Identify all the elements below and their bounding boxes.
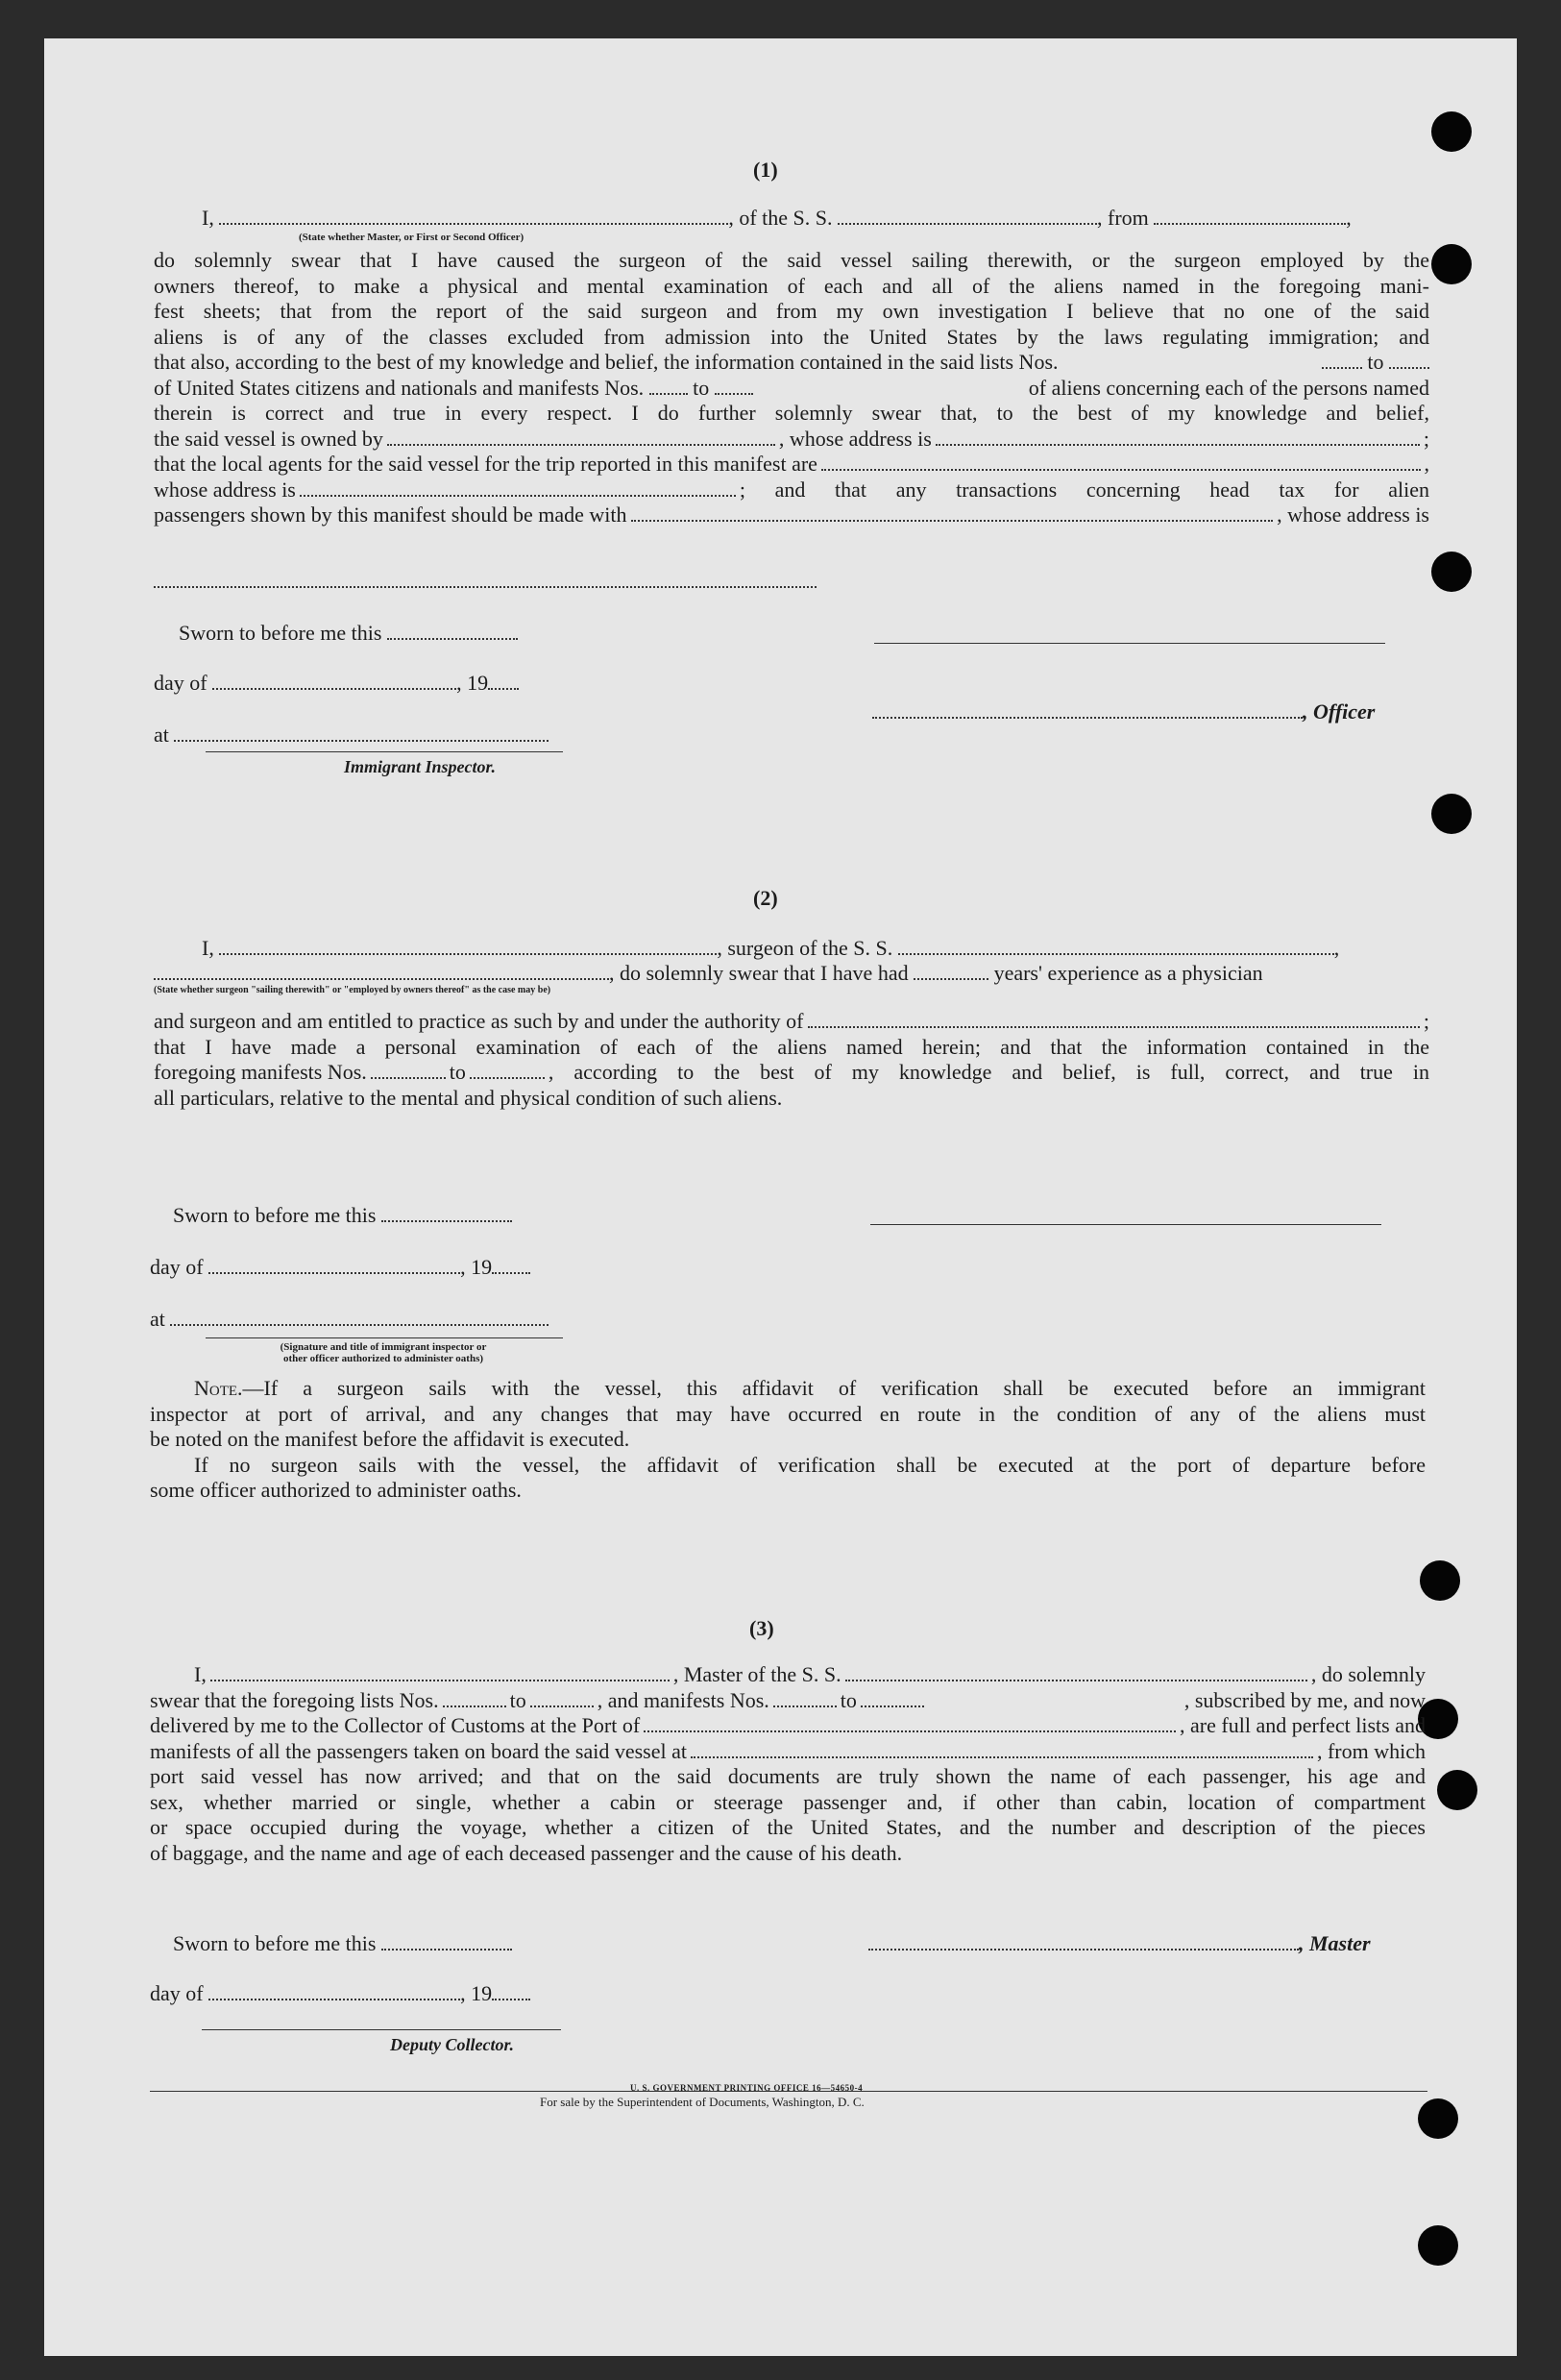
text: , according to the best of my knowledge and belief, is full, correct, and true in	[548, 1060, 1429, 1084]
year-field[interactable]	[492, 1983, 530, 2000]
text: —If a surgeon sails with the vessel, this affidavit of verification shall be executed before an immigrant	[242, 1376, 1426, 1400]
text: that also, according to the best of my knowledge and belief, the information contained in the said lists Nos.	[154, 350, 1059, 374]
text: of United States citizens and nationals and manifests Nos.	[154, 375, 645, 400]
text-line: owners thereof, to make a physical and mental examination of each and all of the aliens named in the foregoing mani-	[154, 273, 1429, 298]
owner-address-field[interactable]	[936, 429, 1420, 446]
authority-field[interactable]	[808, 1011, 1420, 1028]
punch-hole	[1431, 552, 1472, 592]
address-line[interactable]	[154, 586, 817, 588]
text-line	[150, 1739, 1426, 1765]
note-label: Note.	[194, 1376, 243, 1400]
departure-field[interactable]	[691, 1741, 1313, 1758]
text: , do solemnly swear that I have had	[609, 961, 909, 985]
document-page	[44, 38, 1517, 2356]
from-field[interactable]	[1154, 208, 1346, 225]
text: Sworn to before me this	[173, 1203, 377, 1227]
text: that the local agents for the said vessel for the trip reported in this manifest are	[154, 452, 817, 476]
vessel-field[interactable]	[845, 1664, 1307, 1681]
text: day of	[150, 1981, 204, 2005]
text-line: sex, whether married or single, whether a cabin or steerage passenger and, if other than cabin, location of compartment	[150, 1789, 1426, 1814]
sworn-day-field[interactable]	[381, 1933, 512, 1951]
manifest-to-field[interactable]	[470, 1062, 545, 1079]
oath-line	[154, 961, 1263, 986]
text: and surgeon and am entitled to practice as such by and under the authority of	[154, 1009, 804, 1033]
field-caption: (State whether surgeon "sailing therewith" or "employed by owners thereof" as the case may be)	[154, 985, 551, 995]
text-line: fest sheets; that from the report of the said surgeon and from my own investigation I believe that no one of the said	[154, 299, 1429, 323]
text: ,	[1333, 936, 1340, 960]
text: , subscribed by me, and now	[1183, 1687, 1426, 1712]
officer-line	[872, 699, 1375, 724]
note-block	[150, 1376, 1426, 1504]
signature-caption	[215, 1341, 551, 1364]
master-line	[868, 1931, 1371, 1956]
text: , whose address is	[1277, 503, 1429, 527]
place-field[interactable]	[174, 724, 549, 742]
signature-line[interactable]	[206, 751, 563, 752]
text-line: that I have made a personal examination of each of the aliens named herein; and that the information contained in the	[154, 1034, 1429, 1059]
text-line	[154, 376, 1429, 402]
text-line: aliens is of any of the classes excluded from admission into the United States by the laws regulating immigration; and	[154, 324, 1429, 349]
text: swear that the foregoing lists Nos.	[150, 1687, 439, 1712]
text-line	[150, 1376, 1426, 1402]
section1-body	[154, 248, 1429, 528]
name-field[interactable]	[219, 208, 728, 225]
text: , Master of the S. S.	[672, 1662, 841, 1686]
inspector-caption: Immigrant Inspector.	[344, 757, 497, 776]
manifest-to-field[interactable]	[715, 378, 753, 395]
text: years' experience as a physician	[993, 961, 1263, 985]
text: day of	[150, 1255, 204, 1279]
footer-sale: For sale by the Superintendent of Documents, Washington, D. C.	[540, 2095, 865, 2109]
name-field[interactable]	[210, 1664, 670, 1681]
text-line	[154, 478, 1429, 503]
name-field[interactable]	[219, 938, 717, 955]
text-line: inspector at port of arrival, and any changes that may have occurred en route in the condition of any of the aliens must	[150, 1401, 1426, 1426]
year-field[interactable]	[492, 1257, 530, 1274]
sworn-line	[179, 621, 518, 646]
text-line: some officer authorized to administer oaths.	[150, 1478, 522, 1502]
text: passengers shown by this manifest should be made with	[154, 503, 627, 527]
text: to	[693, 375, 710, 400]
punch-hole	[1437, 1770, 1477, 1810]
day-of-line	[150, 1981, 530, 2006]
text: I,	[202, 206, 214, 230]
list-to-field[interactable]	[530, 1690, 594, 1707]
punch-hole	[1418, 2098, 1458, 2139]
year-field[interactable]	[488, 673, 519, 690]
text: ;	[1423, 1009, 1429, 1033]
surgeon-type-field[interactable]	[154, 963, 609, 980]
at-line	[150, 1307, 549, 1332]
punch-hole	[1418, 2225, 1458, 2266]
text: ,	[1424, 452, 1429, 476]
text: , from	[1097, 206, 1149, 230]
section3-body	[150, 1662, 1426, 1866]
text-line: port said vessel has now arrived; and that on the said documents are truly shown the name of each passenger, his age and	[150, 1764, 1426, 1788]
text-line	[154, 350, 1429, 376]
sworn-day-field[interactable]	[381, 1205, 512, 1222]
text: , Officer	[1303, 699, 1376, 724]
text: day of	[154, 671, 207, 695]
agents-field[interactable]	[821, 454, 1421, 471]
owner-field[interactable]	[387, 429, 775, 446]
punch-hole	[1420, 1560, 1460, 1601]
text-line	[150, 1662, 1426, 1688]
head-tax-field[interactable]	[631, 504, 1274, 522]
oath-line	[202, 206, 1352, 231]
text: of aliens concerning each of the persons named	[1028, 375, 1429, 400]
printing-office-mark: U. S. GOVERNMENT PRINTING OFFICE 16—54650-4	[630, 2083, 864, 2093]
text: other officer authorized to administer oaths)	[282, 1353, 484, 1364]
text: , whose address is	[778, 426, 932, 451]
day-of-line	[154, 671, 519, 696]
officer-field[interactable]	[872, 701, 1303, 719]
vessel-field[interactable]	[898, 938, 1334, 955]
text-line	[154, 427, 1429, 453]
text: at	[150, 1307, 165, 1331]
signature-line[interactable]	[202, 2029, 561, 2030]
section-number: (2)	[753, 886, 778, 910]
text-line	[154, 503, 1429, 528]
text: whose address is	[154, 477, 296, 502]
section-number: (3)	[749, 1616, 774, 1640]
text: I,	[202, 936, 214, 960]
agents-address-field[interactable]	[300, 479, 736, 497]
list-from-field[interactable]	[443, 1690, 506, 1707]
text: ;	[1423, 426, 1429, 451]
month-field[interactable]	[208, 1983, 460, 2000]
manifest-from-field[interactable]	[649, 378, 688, 395]
text-line: be noted on the manifest before the affidavit is executed.	[150, 1427, 630, 1451]
text-line	[154, 1060, 1429, 1086]
text: , 19	[460, 1255, 493, 1279]
text-line: therein is correct and true in every respect. I do further solemnly swear that, to the best of my knowledge and belief,	[154, 401, 1429, 425]
text-line: If no surgeon sails with the vessel, the affidavit of verification shall be executed at the port of departure before	[194, 1452, 1426, 1477]
text: the said vessel is owned by	[154, 426, 383, 451]
month-field[interactable]	[208, 1257, 460, 1274]
text: I,	[194, 1662, 207, 1686]
text: , are full and perfect lists and	[1180, 1713, 1426, 1737]
text-line	[154, 452, 1429, 478]
sworn-day-field[interactable]	[387, 623, 518, 640]
text: , from which	[1316, 1738, 1426, 1763]
text: , 19	[460, 1981, 493, 2005]
text-line: or space occupied during the voyage, whether a citizen of the United States, and the number and description of the pieces	[150, 1815, 1426, 1839]
section-number: (1)	[753, 158, 778, 182]
text: Sworn to before me this	[173, 1931, 377, 1955]
text: to	[509, 1687, 526, 1712]
text: ,	[1346, 206, 1352, 230]
text: , of the S. S.	[728, 206, 833, 230]
signature-line[interactable]	[870, 1224, 1381, 1225]
text-line: of baggage, and the name and age of each deceased passenger and the cause of his death.	[150, 1840, 903, 1865]
month-field[interactable]	[212, 673, 456, 690]
text: , Master	[1299, 1931, 1371, 1955]
text-line: do solemnly swear that I have caused the surgeon of the said vessel sailing therewith, or the surgeon employed by the	[154, 248, 1429, 272]
text-line	[150, 1688, 1426, 1714]
section2-body	[154, 1009, 1429, 1111]
text: delivered by me to the Collector of Customs at the Port of	[150, 1713, 641, 1737]
place-field[interactable]	[170, 1309, 549, 1326]
punch-hole	[1431, 794, 1472, 834]
manifest-from-field[interactable]	[773, 1690, 837, 1707]
deputy-caption: Deputy Collector.	[390, 2035, 514, 2054]
sworn-line	[173, 1931, 512, 1956]
oath-line	[202, 936, 1339, 961]
punch-hole	[1431, 111, 1472, 152]
signature-line[interactable]	[206, 1337, 563, 1338]
text: foregoing manifests Nos.	[154, 1060, 367, 1084]
vessel-field[interactable]	[838, 208, 1097, 225]
text-line	[154, 1009, 1429, 1035]
text: to	[449, 1060, 466, 1084]
text-line	[150, 1713, 1426, 1739]
punch-hole	[1431, 244, 1472, 284]
text: Sworn to before me this	[179, 621, 382, 645]
text: , and manifests Nos.	[597, 1687, 769, 1712]
signature-line[interactable]	[874, 643, 1385, 644]
text: to	[1367, 350, 1384, 374]
at-line	[154, 723, 549, 748]
day-of-line	[150, 1255, 530, 1280]
text: , 19	[456, 671, 489, 695]
list-from-field[interactable]	[1322, 352, 1362, 369]
text: , surgeon of the S. S.	[717, 936, 893, 960]
port-field[interactable]	[644, 1715, 1176, 1732]
text: at	[154, 723, 169, 747]
text: to	[840, 1687, 857, 1712]
manifest-to-field[interactable]	[861, 1690, 924, 1707]
footer-rule	[150, 2091, 1427, 2092]
master-field[interactable]	[868, 1933, 1299, 1951]
text: manifests of all the passengers taken on board the said vessel at	[150, 1738, 688, 1763]
text: , do solemnly	[1310, 1662, 1426, 1686]
text: (Signature and title of immigrant inspector or	[280, 1341, 487, 1353]
years-field[interactable]	[914, 963, 988, 980]
text: ; and that any transactions concerning head tax for alien	[739, 477, 1429, 502]
field-caption: (State whether Master, or First or Second Officer)	[299, 232, 524, 243]
list-to-field[interactable]	[1389, 352, 1429, 369]
manifest-from-field[interactable]	[371, 1062, 446, 1079]
sworn-line	[173, 1203, 512, 1228]
text-line: all particulars, relative to the mental and physical condition of such aliens.	[154, 1085, 783, 1110]
